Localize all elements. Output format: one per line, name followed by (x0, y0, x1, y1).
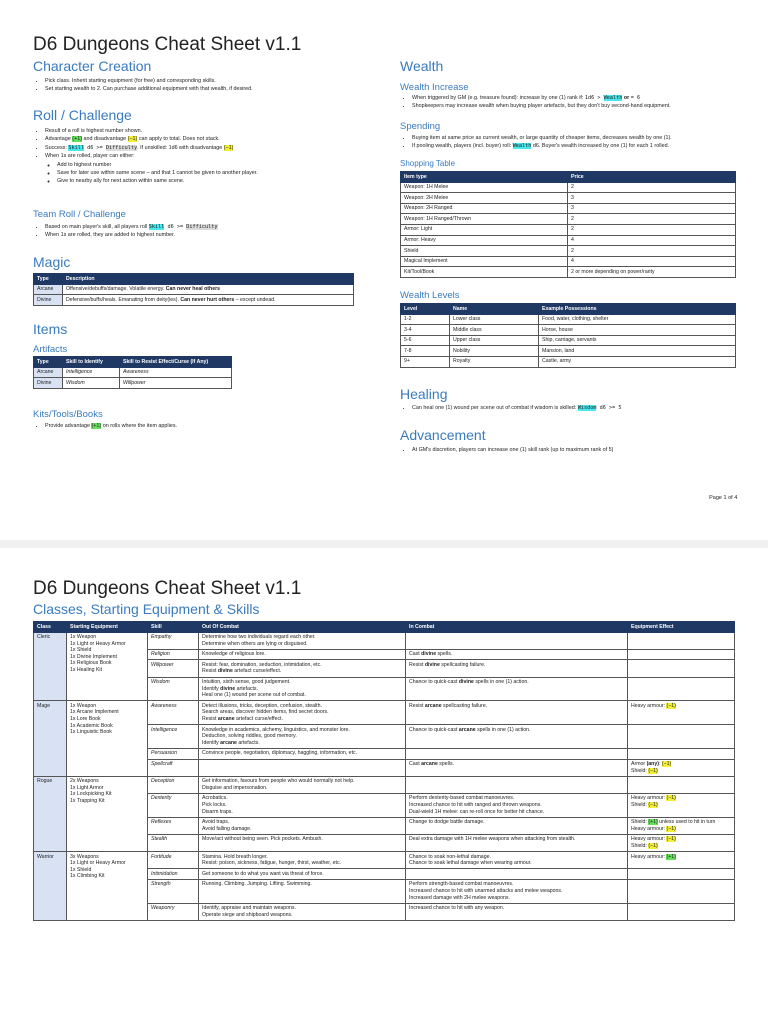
cell-line: Resist arcane spellcasting failure. (409, 702, 488, 709)
starting-equipment (67, 701, 148, 776)
equipment-effect (628, 632, 735, 649)
skill-name: Persuasion (148, 748, 199, 759)
cell-line: Intuition, sixth sense, good judgement. (202, 679, 291, 686)
cell-line: Chance to soak lethal damage when wearing armour. (409, 860, 532, 867)
shopping-table (400, 171, 736, 278)
table-header: Equipment Effect (628, 622, 735, 633)
cell-line: Increased chance to hit with unarmed attacks and melee weapons. (409, 887, 563, 894)
cell-line: Change to dodge battle damage. (409, 819, 485, 826)
list-item: • Advantage (+1) and disadvantage (−1) can apply to total. Does not stack. (45, 135, 375, 143)
cell-line: Move/act without being seen. Pick pockets. Ambush. (202, 836, 323, 843)
classes-table (33, 621, 735, 921)
list-item: • Based on main player's skill, all players roll Skill d6 >= Difficulty (45, 223, 375, 231)
table-row: Arcane Offensive/debuffs/damage. Volatile energy. Can never heal others (34, 284, 354, 295)
table-header: Out Of Combat (199, 622, 406, 633)
sub-list-item: ◦ Give to nearby ally for next action within same scene. (57, 177, 375, 185)
in-combat (406, 725, 628, 749)
list-item: • Set starting wealth to 2. Can purchase additional equipment with that wealth, if desired. (45, 85, 375, 93)
equipment-effect (628, 677, 735, 701)
starting-equipment (67, 852, 148, 921)
table-row: Weapon: 1H Melee 2 (401, 182, 736, 193)
cell-line: Get someone to do what you want via threat of force. (202, 870, 324, 877)
cell-line: Increased damage with 2H melee weapons. (409, 894, 510, 901)
out-of-combat (199, 793, 406, 817)
equipment-effect (628, 817, 735, 834)
cell-line: Resist divine artefact curse/effect. (202, 668, 282, 675)
cell-line: Resist divine spellcasting failure. (409, 661, 486, 668)
magic-table (33, 273, 354, 306)
cell-line: Determine how two individuals regard each other. (202, 634, 316, 641)
list-item: • Shopkeepers may increase wealth when buying player artefacts, but they don't buy second-hand equipment. (412, 102, 752, 110)
table-row: Weapon: 1H Ranged/Thrown 2 (401, 214, 736, 225)
heading-spending: Spending (400, 121, 441, 132)
roll-challenge-list (35, 127, 375, 186)
list-item: • When 1s are rolled, they are added to highest number. (45, 231, 375, 239)
cell-line: 1x Weapon (70, 634, 97, 641)
cell-line: Chance to quick-cast arcane spells in one (1) action. (409, 726, 531, 733)
cell-line: 1x Shield (70, 647, 92, 654)
cell-line: Disguise and impersonation. (202, 784, 268, 791)
out-of-combat (199, 701, 406, 725)
wealth-levels-table (400, 303, 736, 368)
cell-line: Stamina. Hold breath longer. (202, 853, 268, 860)
skill-name: Dexterity (148, 793, 199, 817)
equipment-effect (628, 776, 735, 793)
heading-advancement: Advancement (400, 427, 486, 443)
table-row (34, 701, 735, 725)
heading-magic: Magic (33, 254, 71, 270)
table-row: Magical Implement 4 (401, 256, 736, 267)
table-header: Class (34, 622, 67, 633)
equipment-effect (628, 660, 735, 677)
heading-wealth-levels: Wealth Levels (400, 290, 460, 301)
out-of-combat (199, 649, 406, 660)
table-row: 9+ Royalty Castle, army (401, 356, 736, 367)
cell-line: Heavy armour: (−1) (631, 825, 676, 832)
in-combat (406, 903, 628, 920)
out-of-combat (199, 660, 406, 677)
disadvantage-highlight: (−1) (127, 136, 138, 143)
equipment-effect (628, 649, 735, 660)
list-item: • When 1s are rolled, player can either: ◦ Add to highest number ◦ Save for later use within same scene – and that 1 cannot be given to another player. ◦ Give to nearby ally for next action within same scene. (45, 152, 375, 186)
skill-name: Fortitude (148, 852, 199, 869)
cell-line: Increased chance to hit with ranged and thrown weapons. (409, 801, 542, 808)
out-of-combat (199, 632, 406, 649)
starting-equipment (67, 632, 148, 701)
in-combat (406, 677, 628, 701)
in-combat (406, 834, 628, 851)
table-header: Type (34, 274, 63, 285)
heading-artifacts: Artifacts (33, 344, 68, 355)
kits-list (35, 422, 375, 430)
cell-line: 3x Weapons (70, 853, 99, 860)
equipment-effect (628, 903, 735, 920)
advancement-list (402, 446, 752, 454)
in-combat (406, 660, 628, 677)
artifacts-table (33, 356, 232, 389)
cell-line: 1x Divine Implement (70, 653, 117, 660)
cell-line: 1x Academic Book (70, 722, 113, 729)
cell-line: Heavy armour: (−1) (631, 702, 676, 709)
cell-line: 1x Shield (70, 866, 92, 873)
list-item: • When triggered by GM (e.g. treasure found): increase by one (1) rank if: 1d6 > Wealth or = 6 (412, 94, 752, 102)
in-combat (406, 649, 628, 660)
list-item: • If pooling wealth, players (incl. buyer) roll: Wealth d6. Buyer's wealth increased by one (1) for each 1 rolled. (412, 142, 752, 150)
table-row: Arcane Intelligence Awareness (34, 367, 232, 378)
equipment-effect (628, 852, 735, 869)
list-item: • Success: Skill d6 >= Difficulty. If unskilled: 1d6 with disadvantage (−1) (45, 144, 375, 152)
table-row: 5-6 Upper class Ship, carriage, servants (401, 335, 736, 346)
table-row: 1-2 Lower class Food, water, clothing, shelter (401, 314, 736, 325)
out-of-combat (199, 748, 406, 759)
heading-wealth-increase: Wealth Increase (400, 82, 469, 93)
cell-line: Acrobatics. (202, 795, 228, 802)
cell-line: Shield: (−1) (631, 842, 658, 849)
cell-line: Get information, favours from people who would normally not help. (202, 778, 355, 785)
in-combat (406, 793, 628, 817)
page-gap (0, 540, 768, 548)
heading-team-roll: Team Roll / Challenge (33, 209, 126, 220)
cell-line: Cast divine spells. (409, 651, 453, 658)
cell-line: 1x Climbing Kit (70, 873, 105, 880)
cell-line: 1x Light Armor (70, 784, 104, 791)
cell-line: Shield: (+1) unless used to hit in turn (631, 819, 716, 826)
table-header: Level (401, 304, 450, 315)
class-name: Mage (34, 701, 67, 776)
cell-line: 1x Light or Heavy Armor (70, 860, 126, 867)
skill-name: Stealth (148, 834, 199, 851)
heading-wealth: Wealth (400, 58, 444, 74)
out-of-combat (199, 879, 406, 903)
cell-line: Resist: fear, domination, seduction, intimidation, etc. (202, 661, 322, 668)
cell-line: Identify arcane artefacts. (202, 739, 260, 746)
cell-line: Dual-wield 1H melee: can re-roll once for better hit chance. (409, 808, 545, 815)
table-header: In Combat (406, 622, 628, 633)
cell-line: 1x Linguistic Book (70, 729, 112, 736)
cell-line: Determine when others are lying or disguised. (202, 640, 308, 647)
cell-line: Heal one (1) wound per scene out of combat. (202, 692, 306, 699)
in-combat (406, 632, 628, 649)
cell-line: Resist: poison, sickness, fatigue, hunger, thirst, weather, etc. (202, 860, 341, 867)
cell-line: Perform strength-based combat manoeuvres. (409, 881, 514, 888)
out-of-combat (199, 759, 406, 776)
skill-name: Intelligence (148, 725, 199, 749)
equipment-effect (628, 869, 735, 880)
skill-name: Empathy (148, 632, 199, 649)
table-header: Description (63, 274, 354, 285)
cell-line: Chance to quick-cast divine spells in one (1) action. (409, 679, 529, 686)
skill-name: Intimidation (148, 869, 199, 880)
sub-list-item: ◦ Save for later use within same scene – and that 1 cannot be given to another player. (57, 169, 375, 177)
table-header: Starting Equipment (67, 622, 148, 633)
heading-character-creation: Character Creation (33, 58, 152, 74)
equipment-effect (628, 793, 735, 817)
table-header: Item type (401, 172, 568, 183)
table-header: Skill (148, 622, 199, 633)
in-combat (406, 879, 628, 903)
document-title: D6 Dungeons Cheat Sheet v1.1 (33, 34, 302, 55)
skill-name: Reflexes (148, 817, 199, 834)
skill-name: Awareness (148, 701, 199, 725)
cell-line: Deduction, solving riddles, good memory. (202, 733, 297, 740)
cell-line: Identify, appraise and maintain weapons. (202, 905, 296, 912)
cell-line: Perform dexterity-based combat manoeuvres. (409, 795, 515, 802)
cell-line: Pick locks. (202, 801, 227, 808)
cell-line: Operate siege and shipboard weapons. (202, 911, 293, 918)
heading-kits: Kits/Tools/Books (33, 409, 103, 420)
class-name: Cleric (34, 632, 67, 701)
cell-line: Deal extra damage with 1H melee weapons when attacking from stealth. (409, 836, 576, 843)
cell-line: 1x Light or Heavy Armor (70, 640, 126, 647)
table-row: Divine Defensive/buffs/heals. Emanating from deity(ies). Can never hurt others – except undead. (34, 295, 354, 306)
out-of-combat (199, 677, 406, 701)
in-combat (406, 748, 628, 759)
team-roll-list (35, 223, 375, 240)
class-name: Rogue (34, 776, 67, 851)
table-row (34, 632, 735, 649)
cell-line: 2x Weapons (70, 778, 99, 785)
list-item: • Buying item at same price as current wealth, or large quantity of cheaper items, decreases wealth by one (1). (412, 134, 752, 142)
cell-line: 1x Religious Book (70, 660, 112, 667)
cell-line: Knowledge in academics, alchemy, linguistics, and monster lore. (202, 726, 350, 733)
table-row: 3-4 Middle class Horse, house (401, 325, 736, 336)
equipment-effect (628, 879, 735, 903)
in-combat (406, 701, 628, 725)
out-of-combat (199, 852, 406, 869)
cell-line: Shield: (−1) (631, 801, 658, 808)
equipment-effect (628, 748, 735, 759)
skill-name: Willpower (148, 660, 199, 677)
out-of-combat (199, 834, 406, 851)
spending-list (402, 134, 752, 151)
list-item: • Result of a roll is highest number shown. (45, 127, 375, 135)
heading-items: Items (33, 321, 68, 337)
cell-line: 1x Healing Kit (70, 667, 103, 674)
cell-line: Detect illusions, tricks, deception, confusion, stealth. (202, 702, 322, 709)
cell-line: Avoid falling damage. (202, 825, 252, 832)
out-of-combat (199, 869, 406, 880)
table-row: Armor: Heavy 4 (401, 235, 736, 246)
table-header: Name (450, 304, 539, 315)
cell-line: Shield: (−1) (631, 767, 658, 774)
out-of-combat (199, 776, 406, 793)
cell-line: Cast arcane spells. (409, 761, 454, 767)
skill-name: Weaponry (148, 903, 199, 920)
cell-line: Search areas, discover hidden items, find secret doors. (202, 709, 329, 716)
heading-classes: Classes, Starting Equipment & Skills (33, 601, 260, 617)
table-header: Price (568, 172, 736, 183)
list-item: • Pick class. Inherit starting equipment (for free) and corresponding skills. (45, 77, 375, 85)
table-row: Divine Wisdom Willpower (34, 378, 232, 389)
table-header: Example Possessions (539, 304, 736, 315)
heading-shopping-table: Shopping Table (400, 159, 456, 168)
cell-line: Running. Climbing. Jumping. Lifting. Swimming. (202, 881, 312, 888)
equipment-effect (628, 701, 735, 725)
table-row (34, 852, 735, 869)
cell-line: Heavy armour: (−1) (631, 836, 676, 843)
table-header: Type (34, 357, 63, 368)
table-row (34, 776, 735, 793)
cell-line: Avoid traps. (202, 819, 230, 826)
in-combat (406, 817, 628, 834)
in-combat (406, 869, 628, 880)
cell-line: Increased chance to hit with any weapon. (409, 905, 505, 912)
cell-line: 1x Trapping Kit (70, 797, 105, 804)
table-row: Weapon: 2H Melee 3 (401, 193, 736, 204)
table-row: Armor: Light 2 (401, 224, 736, 235)
cell-line: 1x Weapon (70, 702, 97, 709)
table-header: Skill to Resist Effect/Curse (If Any) (120, 357, 232, 368)
table-row: Kit/Tool/Book 2 or more depending on power/rarity (401, 267, 736, 278)
in-combat (406, 776, 628, 793)
list-item: • Can heal one (1) wound per scene out of combat if wisdom is skilled: Wisdom d6 >= 5 (412, 404, 752, 412)
skill-name: Spellcraft (148, 759, 199, 776)
skill-name: Deception (148, 776, 199, 793)
cell-line: 1x Lore Book (70, 716, 101, 723)
out-of-combat (199, 725, 406, 749)
cell-line: Resist arcane artefact curse/effect. (202, 716, 283, 723)
skill-name: Strength (148, 879, 199, 903)
equipment-effect (628, 725, 735, 749)
wealth-increase-list (402, 94, 752, 111)
equipment-effect (628, 759, 735, 776)
page-number: Page 1 of 4 (709, 495, 738, 501)
character-creation-list (35, 77, 375, 94)
cell-line: Chance to soak non-lethal damage. (409, 853, 491, 860)
healing-list (402, 404, 752, 412)
out-of-combat (199, 817, 406, 834)
heading-healing: Healing (400, 386, 448, 402)
skill-name: Wisdom (148, 677, 199, 701)
skill-name: Religion (148, 649, 199, 660)
table-row: Weapon: 2H Ranged 3 (401, 203, 736, 214)
cell-line: Heavy armour: (+1) (631, 853, 676, 860)
table-row: 7-8 Nobility Mansion, land (401, 346, 736, 357)
starting-equipment (67, 776, 148, 851)
cell-line: Convince people, negotiation, diplomacy, haggling, information, etc. (202, 750, 358, 757)
list-item: • At GM's discretion, players can increase one (1) skill rank (up to maximum rank of 5) (412, 446, 752, 454)
class-name: Warrior (34, 852, 67, 921)
heading-roll-challenge: Roll / Challenge (33, 107, 132, 123)
cell-line: 1x Arcane Implement (70, 709, 119, 716)
document-title-page-2: D6 Dungeons Cheat Sheet v1.1 (33, 578, 302, 599)
sub-list-item: ◦ Add to highest number (57, 161, 375, 169)
cell-line: Heavy armour: (−1) (631, 795, 676, 802)
cell-line: Knowledge of religious lore. (202, 651, 266, 658)
equipment-effect (628, 834, 735, 851)
cell-line: Identify divine artefacts. (202, 685, 258, 692)
out-of-combat (199, 903, 406, 920)
in-combat (406, 759, 628, 776)
page-2 (0, 548, 768, 1024)
cell-line: 1x Lockpicking Kit (70, 791, 112, 798)
table-header: Skill to Identify (63, 357, 120, 368)
advantage-highlight: (+1) (72, 136, 83, 143)
cell-line: Disarm traps. (202, 808, 233, 815)
list-item: • Provide advantage (+1) on rolls where the item applies. (45, 422, 375, 430)
in-combat (406, 852, 628, 869)
table-row: Shield 2 (401, 246, 736, 257)
cell-line: Armor (any): (−1) (631, 761, 672, 767)
